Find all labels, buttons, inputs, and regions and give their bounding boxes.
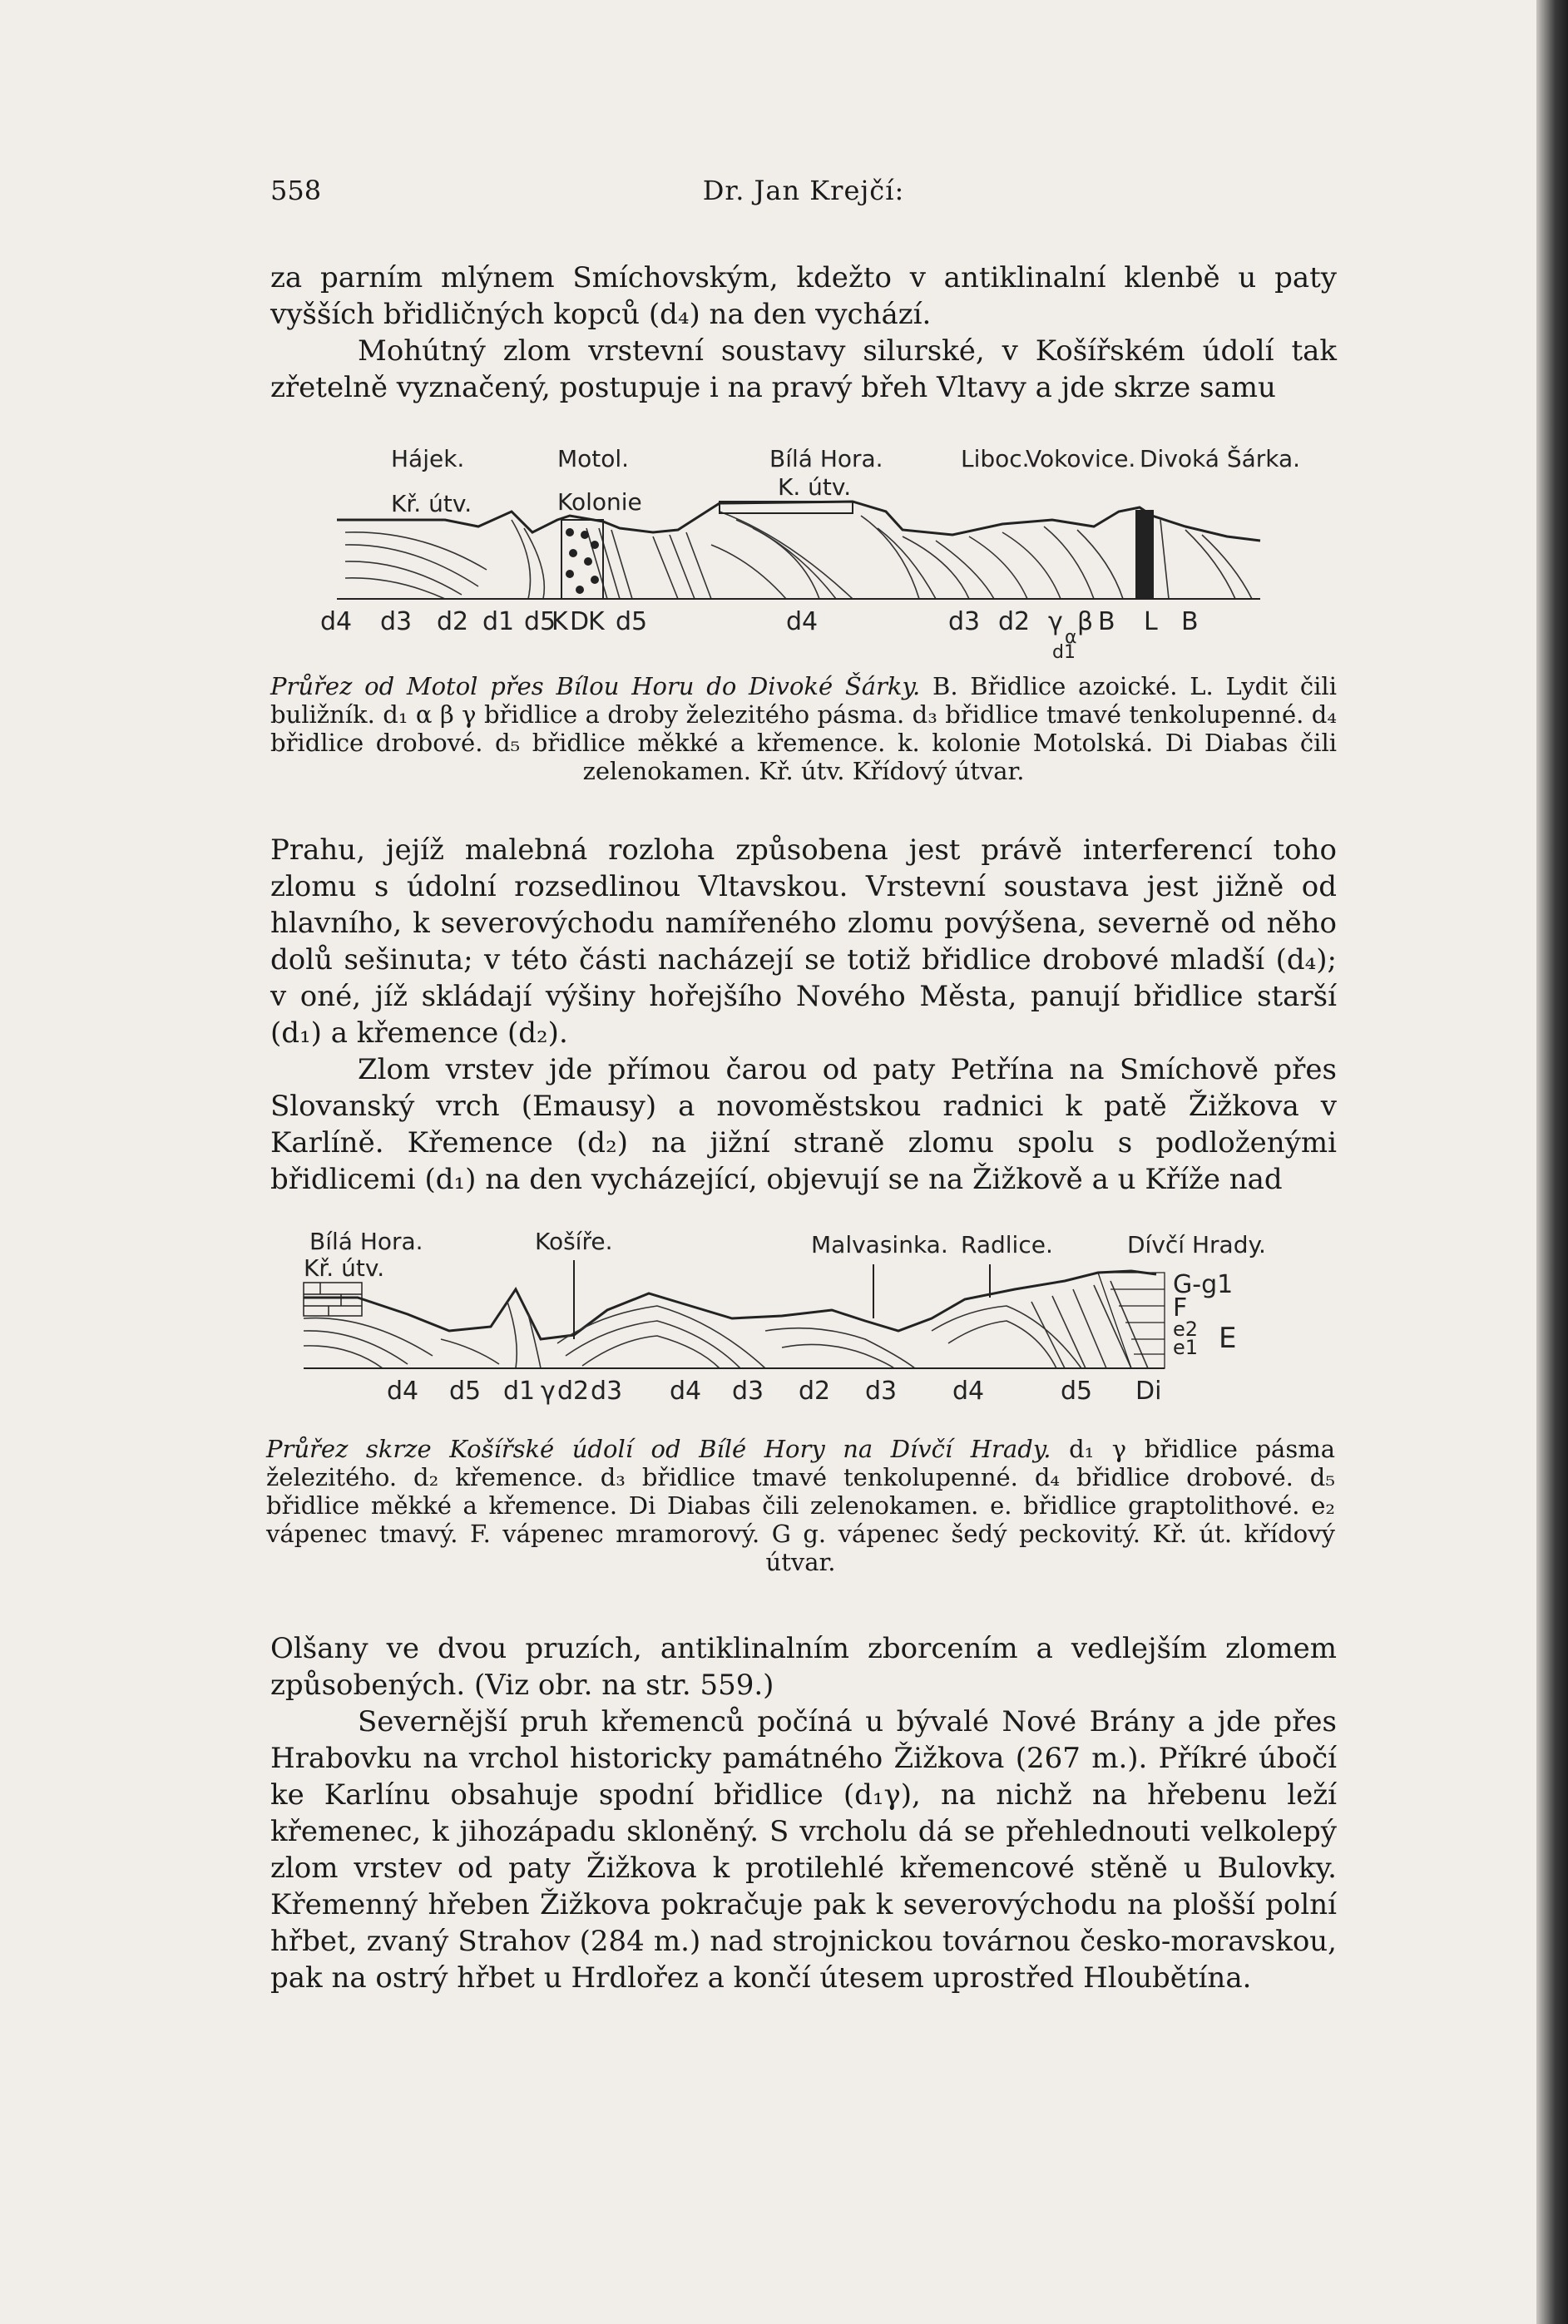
f1-bottom-d5a: d5 [524, 607, 556, 636]
f2-bottom-d3c: d3 [865, 1377, 898, 1406]
cross-section-2-drawing [299, 1223, 1298, 1414]
f1-bottom-d4b: d4 [786, 607, 819, 636]
f1-bottom-d3: d3 [380, 607, 413, 636]
label-divoka-sarka: Divoká Šárka. [1140, 445, 1301, 472]
label-bila-hora: Bílá Hora. [769, 445, 883, 472]
f2-bottom-d3: d3 [591, 1377, 623, 1406]
paragraph-5: Olšany ve dvou pruzích, antiklinalním zborcením a vedlejším zlomem způsobených. (Viz obr. na str. 559.) [270, 1632, 1337, 1702]
f1-bottom-alpha: α [1065, 627, 1077, 648]
f1-bottom-d2b: d2 [998, 607, 1031, 636]
paragraph-1: za parním mlýnem Smíchovským, kdežto v antiklinalní klenbě u paty vyšších břidličných kopců (d₄) na den vychází. [270, 261, 1337, 331]
f1-bottom-B2: B [1181, 607, 1199, 636]
figure-2-caption [266, 1435, 1335, 1576]
f2-right-e2: e2 [1173, 1318, 1199, 1341]
f1-bottom-d1b: d1 [1052, 642, 1076, 661]
f2-label-malvasinka: Malvasinka. [811, 1231, 948, 1258]
f2-label-radlice: Radlice. [961, 1231, 1053, 1258]
paragraph-2: Mohútný zlom vrstevní soustavy silurské, v Košířském údolí tak zřetelně vyznačený, postupuje i na pravý břeh Vltavy a jde skrze samu [270, 334, 1337, 404]
f2-right-e1: e1 [1173, 1336, 1199, 1359]
f2-bottom-gamma: γ [541, 1377, 556, 1406]
f2-label-divci-hrady: Dívčí Hrady. [1127, 1231, 1266, 1258]
label-kr-utv: Kř. útv. [391, 490, 472, 517]
f1-bottom-B1: B [1098, 607, 1115, 636]
f1-bottom-L: L [1144, 607, 1158, 636]
f2-bottom-d4: d4 [387, 1377, 419, 1406]
f2-bottom-d1: d1 [503, 1377, 536, 1406]
f2-bottom-d5: d5 [449, 1377, 482, 1406]
running-head: Dr. Jan Krejčí: [702, 175, 905, 206]
figure-1-caption-text: B. Břidlice azoické. L. Lydit čili buližník. d₁ α β γ břidlice a droby železitého pásma. d₃ břidlice tmavé tenkolupenné. d₄ břidlice drobové. d₅ břidlice měkké a křemence. k. kolonie Motolská. Di Diabas čili zelenokamen. Kř. útv. Křídový útvar. [270, 672, 1337, 785]
f2-right-Gg1: G-g1 [1173, 1270, 1234, 1299]
text-block-top [270, 260, 1337, 406]
f2-bottom-d5b: d5 [1061, 1377, 1093, 1406]
paragraph-4: Zlom vrstev jde přímou čarou od paty Petřína na Smíchově přes Slovanský vrch (Emausy) a novoměstskou radnici k patě Žižkova v Karlíně. Křemence (d₂) na jižní straně zlomu spolu s podloženými břidlicemi (d₁) na den vycházející, objevují se na Žižkově a u Kříže nad [270, 1053, 1337, 1196]
f2-label-bila-hora: Bílá Hora. [309, 1228, 423, 1255]
f2-right-E: E [1219, 1322, 1237, 1355]
page-header [270, 175, 1337, 216]
label-hajek: Hájek. [391, 445, 465, 472]
f1-bottom-d5b: d5 [616, 607, 648, 636]
label-kolonie: Kolonie [557, 488, 642, 516]
label-k-utv: K. útv. [778, 473, 852, 501]
label-liboc: Liboc. [961, 445, 1030, 472]
figure-1-caption-title: Průřez od Motol přes Bílou Horu do Divoké Šárky. [270, 672, 921, 700]
figure-2-caption-title: Průřez skrze Košířské údolí od Bílé Hory na Dívčí Hrady. [266, 1435, 1051, 1463]
f1-bottom-k2: K [588, 607, 605, 636]
f2-bottom-d4c: d4 [952, 1377, 985, 1406]
paragraph-6: Severnější pruh křemenců počíná u bývalé Nové Brány a jde přes Hrabovku na vrchol historicky památného Žižkova (267 m.). Příkré úbočí ke Karlínu obsahuje spodní břidlice (d₁γ), na nichž na hřebenu leží křemenec, k jihozápadu skloněný. S vrcholu dá se přehlednouti velkolepý zlom vrstev od paty Žižkova k protilehlé křemencové stěně u Bulovky. Křemenný hřeben Žižkova pokračuje pak k severovýchodu na plošší polní hřbet, zvaný Strahov (284 m.) nad strojnickou továrnou česko-moravskou, pak na ostrý hřbet u Hrdlořez a končí útesem uprostřed Hloubětína. [270, 1705, 1337, 1995]
f1-bottom-d2: d2 [437, 607, 469, 636]
cross-section-figure-2 [299, 1223, 1298, 1414]
f1-bottom-beta: β [1077, 607, 1094, 636]
page-edge-shadow [1536, 0, 1568, 2324]
f1-bottom-d4: d4 [320, 607, 353, 636]
text-block-middle [270, 832, 1337, 1198]
f1-bottom-d1: d1 [482, 607, 515, 636]
page-number: 558 [270, 175, 322, 206]
f2-bottom-d4b: d4 [670, 1377, 702, 1406]
cross-section-1-drawing [320, 437, 1302, 661]
label-motol: Motol. [557, 445, 630, 472]
figure-2-caption-text: d₁ γ břidlice pásma železitého. d₂ křemence. d₃ břidlice tmavé tenkolupenné. d₄ břidlice drobové. d₅ břidlice měkké a křemence. Di Diabas čili zelenokamen. e. břidlice graptolithové. e₂ vápenec tmavý. F. vápenec mramorový. G g. vápenec šedý peckovitý. Kř. út. křídový útvar. [266, 1435, 1335, 1576]
f2-bottom-d2b: d2 [799, 1377, 831, 1406]
label-vokovice: Vokovice. [1026, 445, 1136, 472]
f2-bottom-Di: Di [1135, 1377, 1162, 1406]
f2-label-kosire: Košíře. [535, 1228, 613, 1255]
f1-bottom-k1: K [552, 607, 568, 636]
f1-bottom-gamma: γ [1048, 607, 1063, 636]
paragraph-3: Prahu, jejíž malebná rozloha způsobena jest právě interferencí toho zlomu s údolní rozsedlinou Vltavskou. Vrstevní soustava jest jižně od hlavního, k severovýchodu namířeného zlomu povýšena, severně od něho dolů sešinuta; v této části nacházejí se totiž břidlice drobové mladší (d₄); v oné, jíž skládají výšiny hořejšího Nového Města, panují břidlice starší (d₁) a křemence (d₂). [270, 833, 1337, 1050]
f2-label-kr-utv: Kř. útv. [304, 1254, 385, 1282]
f1-bottom-D: D [570, 607, 590, 636]
f2-bottom-d3b: d3 [732, 1377, 764, 1406]
figure-1-caption [270, 672, 1337, 785]
f1-bottom-d3b: d3 [948, 607, 981, 636]
cross-section-figure-1 [320, 437, 1302, 661]
text-block-bottom [270, 1630, 1337, 1996]
f2-bottom-d2: d2 [557, 1377, 590, 1406]
f2-right-F: F [1173, 1293, 1188, 1323]
